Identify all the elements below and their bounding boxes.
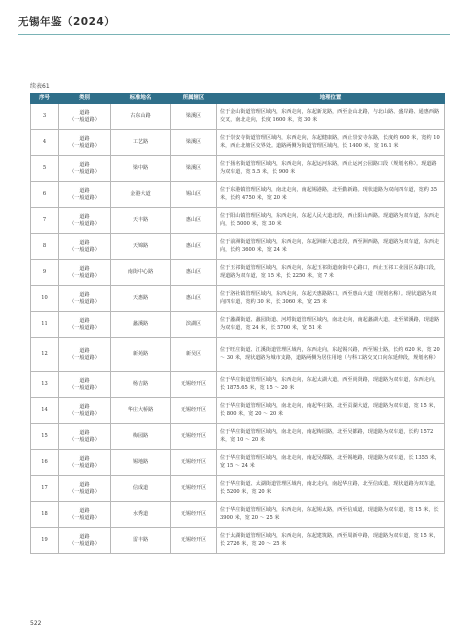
- row-standard-name: 古东山路: [111, 104, 171, 130]
- row-category-main: 道路: [79, 109, 90, 116]
- row-category-sub: （一般道路）: [69, 298, 100, 305]
- row-number: 12: [31, 338, 59, 372]
- row-category: [59, 398, 111, 424]
- table-row: [31, 260, 445, 286]
- row-category-sub: （一般道路）: [69, 410, 100, 417]
- row-standard-name: 天锦路: [111, 234, 171, 260]
- row-category: [59, 156, 111, 182]
- table-row: [31, 208, 445, 234]
- table-row: [31, 398, 445, 424]
- row-category: [59, 312, 111, 338]
- row-number: 3: [31, 104, 59, 130]
- row-category-sub: （一般道路）: [69, 354, 100, 361]
- row-district: 惠山区: [171, 208, 217, 234]
- row-category-sub: （一般道路）: [69, 116, 100, 123]
- row-standard-name: 梅园路: [111, 424, 171, 450]
- table-caption: 续表61: [30, 83, 50, 90]
- row-category-sub: （一般道路）: [69, 488, 100, 495]
- row-category: [59, 424, 111, 450]
- row-district: 新吴区: [171, 338, 217, 372]
- row-standard-name: 蠡溪路: [111, 312, 171, 338]
- row-category-sub: （一般道路）: [69, 142, 100, 149]
- row-category-sub: （一般道路）: [69, 246, 100, 253]
- row-location: 位于华庄街道管理区域内，南北走向，南起梅园路，北至吴都路，现道路为双车道，长约 1572 米，宽 10 ～ 20 米: [217, 424, 445, 450]
- row-location: 位于崇安寺街道管理区域内，东西走向，东起健康路，西止崇安寺东路，长度约 600 米，宽约 10 米，西止北塘区交界处。道路两侧为街道管理区域内，长 1400 米，宽 16.1 米: [217, 130, 445, 156]
- row-category-sub: （一般道路）: [69, 514, 100, 521]
- table-row: [31, 104, 445, 130]
- page-header-title: 无锡年鉴（2024）: [18, 16, 116, 28]
- row-category: [59, 260, 111, 286]
- row-district: 无锡经开区: [171, 528, 217, 554]
- row-district: 无锡经开区: [171, 450, 217, 476]
- row-number: 7: [31, 208, 59, 234]
- row-category: [59, 450, 111, 476]
- row-location: 位于华庄街道管理区域内，南北走向，南起吴都路，北至锡地路，现道路为双车道，长 1355 米，宽 15 ～ 24 米: [217, 450, 445, 476]
- row-district: 锡山区: [171, 182, 217, 208]
- row-standard-name: 信成道: [111, 476, 171, 502]
- row-location: 位于华庄街道管理区域内，南北走向，南起华庄路，北至贡湖大道，现道路为双车道，宽 15 米，长 800 米，宽 20 ～ 20 米: [217, 398, 445, 424]
- row-category-sub: （一般道路）: [69, 384, 100, 391]
- row-location: 位于前洲街道管理区域内，东西走向，东起洲新大道北段，西至洲西路，现道路为双车道，东西走向，长约 3600 米，宽 24 米: [217, 234, 445, 260]
- row-number: 15: [31, 424, 59, 450]
- row-category: [59, 528, 111, 554]
- column-header-no: 序号: [31, 94, 59, 104]
- row-number: 8: [31, 234, 59, 260]
- row-location: 位于华庄街道、太湖街道管理区域内，南北走向，南起华庄路，北至信成道，现状道路为双车道，长 5200 米，宽 20 米: [217, 476, 445, 502]
- page-number: 522: [30, 620, 42, 627]
- row-category: [59, 182, 111, 208]
- row-category: [59, 286, 111, 312]
- table-row: [31, 312, 445, 338]
- row-category-main: 道路: [79, 135, 90, 142]
- row-category-main: 道路: [79, 377, 90, 384]
- row-location: 位于太湖街道管理区域内，东西走向，东起建筑路，西至周新中路，现道路为双车道，宽 15 米，长 2726 米，宽 20 ～ 25 米: [217, 528, 445, 554]
- row-district: 惠山区: [171, 286, 217, 312]
- row-standard-name: 南街中心路: [111, 260, 171, 286]
- row-category: [59, 208, 111, 234]
- row-standard-name: 金港大道: [111, 182, 171, 208]
- row-category-main: 道路: [79, 187, 90, 194]
- row-location: 位于洛社镇管理区域内，东西走向，东起天惠路路口，西至惠山大道（规划名称）。现状道路为双向四车道，宽约 30 米，长 3060 米，宽 25 米: [217, 286, 445, 312]
- row-category-main: 道路: [79, 533, 90, 540]
- row-category-sub: （一般道路）: [69, 194, 100, 201]
- row-standard-name: 锡地路: [111, 450, 171, 476]
- row-location: 位于玉祁街道管理区域内，东西走向，东起玉祁街道南街中心路口，西止玉祁工业园区东路口段，现道路为双车道，宽 15 米，长 2250 米，宽 7 米: [217, 260, 445, 286]
- row-category-sub: （一般道路）: [69, 462, 100, 469]
- header-divider: [18, 34, 450, 35]
- row-category-sub: （一般道路）: [69, 168, 100, 175]
- row-category-sub: （一般道路）: [69, 324, 100, 331]
- row-district: 惠山区: [171, 260, 217, 286]
- row-district: 惠山区: [171, 234, 217, 260]
- row-category-main: 道路: [79, 347, 90, 354]
- row-category-sub: （一般道路）: [69, 220, 100, 227]
- row-category-sub: （一般道路）: [69, 540, 100, 547]
- row-standard-name: 华庄大桥路: [111, 398, 171, 424]
- row-category: [59, 372, 111, 398]
- column-header-name: 标准地名: [111, 94, 171, 104]
- row-standard-name: 新苑路: [111, 338, 171, 372]
- row-district: 梁溪区: [171, 156, 217, 182]
- row-number: 18: [31, 502, 59, 528]
- row-standard-name: 杨吉路: [111, 372, 171, 398]
- row-category: [59, 104, 111, 130]
- row-standard-name: 雷丰路: [111, 528, 171, 554]
- table-row: [31, 234, 445, 260]
- row-category-main: 道路: [79, 481, 90, 488]
- column-header-category: 类别: [59, 94, 111, 104]
- table-row: [31, 372, 445, 398]
- table-row: [31, 130, 445, 156]
- row-standard-name: 天惠路: [111, 286, 171, 312]
- row-location: 位于华庄街道管理区域内，东西走向，东起锡太路，西至信成道，现道路为双车道，宽 15 米，长 3900 米，宽 20 ～ 25 米: [217, 502, 445, 528]
- row-category: [59, 130, 111, 156]
- row-number: 19: [31, 528, 59, 554]
- table-row: [31, 156, 445, 182]
- row-category-main: 道路: [79, 291, 90, 298]
- row-location: 位于蠡湖街道、蠡园街道、河埒街道管理区域内，南北走向，南起蠡湖大道，北至梁溪路，现道路为双车道，宽 24 米，长 5700 米，宽 51 米: [217, 312, 445, 338]
- row-category-main: 道路: [79, 507, 90, 514]
- row-number: 9: [31, 260, 59, 286]
- row-category: [59, 502, 111, 528]
- row-standard-name: 水秀道: [111, 502, 171, 528]
- row-number: 6: [31, 182, 59, 208]
- row-district: 无锡经开区: [171, 398, 217, 424]
- row-location: 位于金山街道管理区域内，东西走向，东起新龙路，西至金山北路，与北山路、盛岸路、通惠西路交叉，南北走向，长度 1600 米，宽 30 米: [217, 104, 445, 130]
- row-number: 10: [31, 286, 59, 312]
- table-row: [31, 450, 445, 476]
- row-category: [59, 338, 111, 372]
- row-district: 梁溪区: [171, 130, 217, 156]
- road-names-table: [30, 93, 445, 554]
- row-location: 位于华庄街道管理区域内，东西走向，东起太湖大道，西至尚贤路，现道路为双车道，东西走向，长 1875.65 米，宽 15 ～ 20 米: [217, 372, 445, 398]
- column-header-district: 所属辖区: [171, 94, 217, 104]
- row-category: [59, 234, 111, 260]
- row-category-sub: （一般道路）: [69, 436, 100, 443]
- row-number: 13: [31, 372, 59, 398]
- row-number: 17: [31, 476, 59, 502]
- table-row: [31, 424, 445, 450]
- row-standard-name: 工艺路: [111, 130, 171, 156]
- row-number: 5: [31, 156, 59, 182]
- row-category: [59, 476, 111, 502]
- row-category-sub: （一般道路）: [69, 272, 100, 279]
- row-district: 无锡经开区: [171, 424, 217, 450]
- row-category-main: 道路: [79, 265, 90, 272]
- row-number: 11: [31, 312, 59, 338]
- row-district: 无锡经开区: [171, 502, 217, 528]
- table-row: [31, 502, 445, 528]
- row-standard-name: 天丰路: [111, 208, 171, 234]
- table-row: [31, 286, 445, 312]
- row-district: 梁溪区: [171, 104, 217, 130]
- row-number: 4: [31, 130, 59, 156]
- row-location: 位于东港镇管理区域内，南北走向，南起锡港路，北至勤新路。现状道路为双向四车道，宽约 35 米，长约 4750 米，宽 20 米: [217, 182, 445, 208]
- table-row: [31, 476, 445, 502]
- table-row: [31, 182, 445, 208]
- row-number: 16: [31, 450, 59, 476]
- row-category-main: 道路: [79, 161, 90, 168]
- row-category-main: 道路: [79, 403, 90, 410]
- row-district: 无锡经开区: [171, 372, 217, 398]
- row-category-main: 道路: [79, 213, 90, 220]
- row-location: 位于阳山镇管理区域内，东西走向，东起人民大道北段，西止阳山西路。现道路为双车道，东西走向，长 5000 米，宽 30 米: [217, 208, 445, 234]
- table-row: [31, 528, 445, 554]
- row-district: 无锡经开区: [171, 476, 217, 502]
- table-row: [31, 338, 445, 372]
- row-district: 滨湖区: [171, 312, 217, 338]
- row-category-main: 道路: [79, 455, 90, 462]
- row-location: 位于旺庄街道、江溪街道管理区域内，东西走向，东起锡兴路，西至锡士路，长约 620 米，宽 20 ～ 30 米，现状道路为城市支路，道路两侧为居住用地（与科工路交叉口向东延伸段，规划名称）: [217, 338, 445, 372]
- row-category-main: 道路: [79, 239, 90, 246]
- column-header-location: 地理位置: [217, 94, 445, 104]
- row-category-main: 道路: [79, 429, 90, 436]
- row-standard-name: 梁中路: [111, 156, 171, 182]
- row-category-main: 道路: [79, 317, 90, 324]
- row-number: 14: [31, 398, 59, 424]
- table-header-row: [31, 94, 445, 104]
- row-location: 位于扬名街道管理区域内，东西走向，东起运河东路，西止运河公园路口段（规划名称）。现道路为双车道，宽 5.5 米，长 900 米: [217, 156, 445, 182]
